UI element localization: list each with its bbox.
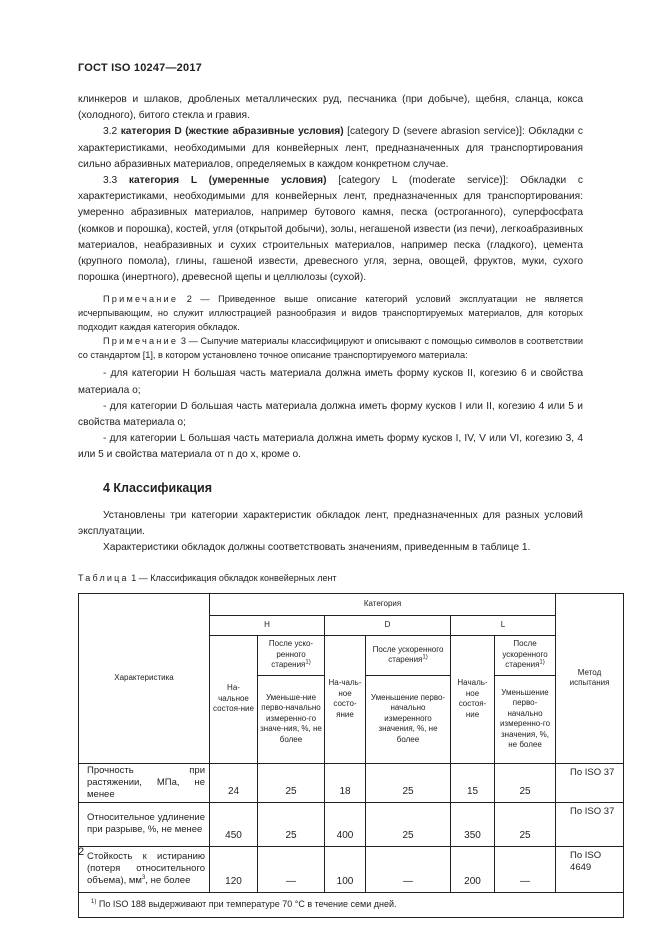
- header-l-after-aging: [495, 635, 556, 675]
- clause-3-2-number: 3.2: [103, 126, 118, 138]
- header-characteristic: Характеристика: [79, 593, 210, 763]
- cell-d-reduction: 25: [366, 763, 451, 802]
- list-item-h: - для категории H большая часть материала должна иметь форму кусков II, когезию 6 и свойства материала о;: [78, 368, 583, 396]
- table-header-row-1: [79, 593, 624, 615]
- clause-3-3: [78, 173, 583, 286]
- header-d-after-aging: [366, 635, 451, 675]
- header-l-initial: Началь-ное состоя-ние: [451, 635, 495, 763]
- header-d-initial: На-чаль-ное состо-яние: [325, 635, 366, 763]
- header-h-after-aging: [258, 635, 325, 675]
- page-number: 2: [78, 846, 85, 858]
- row-characteristic: Относительное удлинение при разрыве, %, не менее: [79, 802, 210, 846]
- cell-h-reduction: —: [258, 846, 325, 892]
- cell-d-initial: 18: [325, 763, 366, 802]
- page-body: [78, 92, 615, 918]
- cell-d-reduction: 25: [366, 802, 451, 846]
- row-characteristic: [79, 846, 210, 892]
- header-category-h: H: [210, 615, 325, 635]
- cell-h-reduction: 25: [258, 763, 325, 802]
- cell-l-reduction: 25: [495, 763, 556, 802]
- cell-l-initial: 15: [451, 763, 495, 802]
- list-item-d: - для категории D большая часть материала должна иметь форму кусков I или II, когезию 4 или 5 и свойства материала о;: [78, 400, 583, 429]
- header-category: Категория: [210, 593, 556, 615]
- clause-3-3-title: категория L (умеренные условия): [128, 175, 327, 187]
- cell-d-reduction: —: [366, 846, 451, 892]
- table-footnote-mark: 1): [91, 898, 97, 905]
- header-h-after-aging-text: После уско-ренного старения: [268, 639, 314, 670]
- cell-method: По ISO 37: [556, 802, 624, 846]
- note-3: [78, 334, 583, 362]
- cell-method: По ISO 37: [556, 763, 624, 802]
- document-header: ГОСТ ISO 10247—2017: [78, 62, 202, 74]
- note-2-text: 2 — Приведенное выше описание категорий условий эксплуатации не является исчерпывающим, но служит иллюстрацией разнообразия и видов транспортируемых материалов, для которых подходит каждая категория обкладок.: [78, 294, 583, 333]
- cell-d-initial: 400: [325, 802, 366, 846]
- header-method: Метод испытания: [556, 593, 624, 763]
- section-4-paragraph-2: Характеристики обкладок должны соответствовать значениям, приведенным в таблице 1.: [103, 542, 531, 554]
- note-3-text: 3 — Сыпучие материалы классифицируют и описывают с помощью символов в соответствии со стандартом [1], в котором установлено точное описание транспортируемого материала:: [78, 336, 583, 361]
- unit-superscript: 3: [141, 875, 146, 882]
- header-category-l: L: [451, 615, 556, 635]
- header-category-d: D: [325, 615, 451, 635]
- cell-method: По ISO 4649: [556, 846, 624, 892]
- cell-l-initial: 200: [451, 846, 495, 892]
- clause-3-2-text: [category D (severe abrasion service)]: Обкладки с характеристиками, необходимыми для конвейерных лент, предназначенных для транспортирования сильно абразивных материалов, определяемых в каждом конкретном случае.: [78, 126, 583, 170]
- table-row-tensile-strength: [79, 763, 624, 802]
- classification-table: [78, 593, 624, 919]
- header-l-reduction: Уменьшение перво-начально измеренно-го значения, %, не более: [495, 675, 556, 763]
- clause-3-3-text: [category L (moderate service)]: Обкладки с характеристиками, необходимыми для конвейерных лент, предназначенных для транспортирования: умеренно абразивных материалов, например бутового камня, песка (остроганного), суперфосфата (комков и порошка), костей, угля (открытой добычи), золы, негашеной извести (из печи), легкоабразивных материалов, неабразивных и сухих строительных материалов, например песка (гладкого), цемента (крупного помола), глины, гашеной извести, древесного угля, зерна, овощей, фруктов, муки, сухого порошка (инертного), древесной щепы и целлюлозы (сухой).: [78, 175, 583, 284]
- row-characteristic-text: Стойкость к истиранию (потеря относительного объема), мм: [87, 851, 205, 887]
- table-footnote-text: По ISO 188 выдерживают при температуре 70 °С в течение семи дней.: [96, 898, 397, 909]
- header-l-after-aging-text: После ускоренного старения: [502, 639, 548, 670]
- table-caption-label: Таблица: [78, 573, 129, 584]
- table-footnote-row: [79, 892, 624, 918]
- footnote-mark: 1): [305, 659, 311, 666]
- clause-3-2-title: категория D (жесткие абразивные условия): [120, 126, 344, 138]
- table-caption-text: 1 — Классификация обкладок конвейерных лент: [128, 573, 337, 584]
- cell-l-initial: 350: [451, 802, 495, 846]
- section-4-title: 4 Классификация: [103, 480, 213, 495]
- note-3-label: Примечание: [103, 336, 179, 347]
- row-characteristic-suffix: , не более: [145, 875, 191, 887]
- cell-h-initial: 24: [210, 763, 258, 802]
- clause-3-3-number: 3.3: [103, 175, 118, 187]
- footnote-mark: 1): [422, 654, 428, 661]
- header-h-initial: На-чальное состоя-ние: [210, 635, 258, 763]
- clause-3-2: [78, 124, 583, 173]
- table-caption: [78, 570, 583, 586]
- header-d-after-aging-text: После ускоренного старения: [372, 644, 444, 665]
- paragraph-continuation: клинкеров и шлаков, дробленых металлических руд, песчаника (при добыче), щебня, сланца, кокса (холодного), битого стекла и гравия.: [78, 94, 583, 122]
- cell-h-initial: 120: [210, 846, 258, 892]
- cell-h-reduction: 25: [258, 802, 325, 846]
- header-h-reduction: Уменьше-ние перво-начально измеренно-го значе-ния, %, не более: [258, 675, 325, 763]
- cell-l-reduction: —: [495, 846, 556, 892]
- footnote-mark: 1): [539, 659, 545, 666]
- note-2: [78, 292, 583, 334]
- table-row-elongation: [79, 802, 624, 846]
- header-d-reduction: Уменьшение перво-начально измеренного значения, %, не более: [366, 675, 451, 763]
- row-characteristic: Прочность при растяжении, МПа, не менее: [79, 763, 210, 802]
- list-item-l: - для категории L большая часть материала должна иметь форму кусков I, IV, V или VI, когезию 3, 4 или 5 и свойства материала от n до x, кроме о.: [78, 433, 583, 461]
- cell-h-initial: 450: [210, 802, 258, 846]
- cell-l-reduction: 25: [495, 802, 556, 846]
- table-row-abrasion: [79, 846, 624, 892]
- table-footnote: [79, 892, 624, 918]
- note-2-label: Примечание: [103, 294, 179, 305]
- cell-d-initial: 100: [325, 846, 366, 892]
- section-4-paragraph-1: Установлены три категории характеристик обкладок лент, предназначенных для разных условий эксплуатации.: [78, 509, 583, 538]
